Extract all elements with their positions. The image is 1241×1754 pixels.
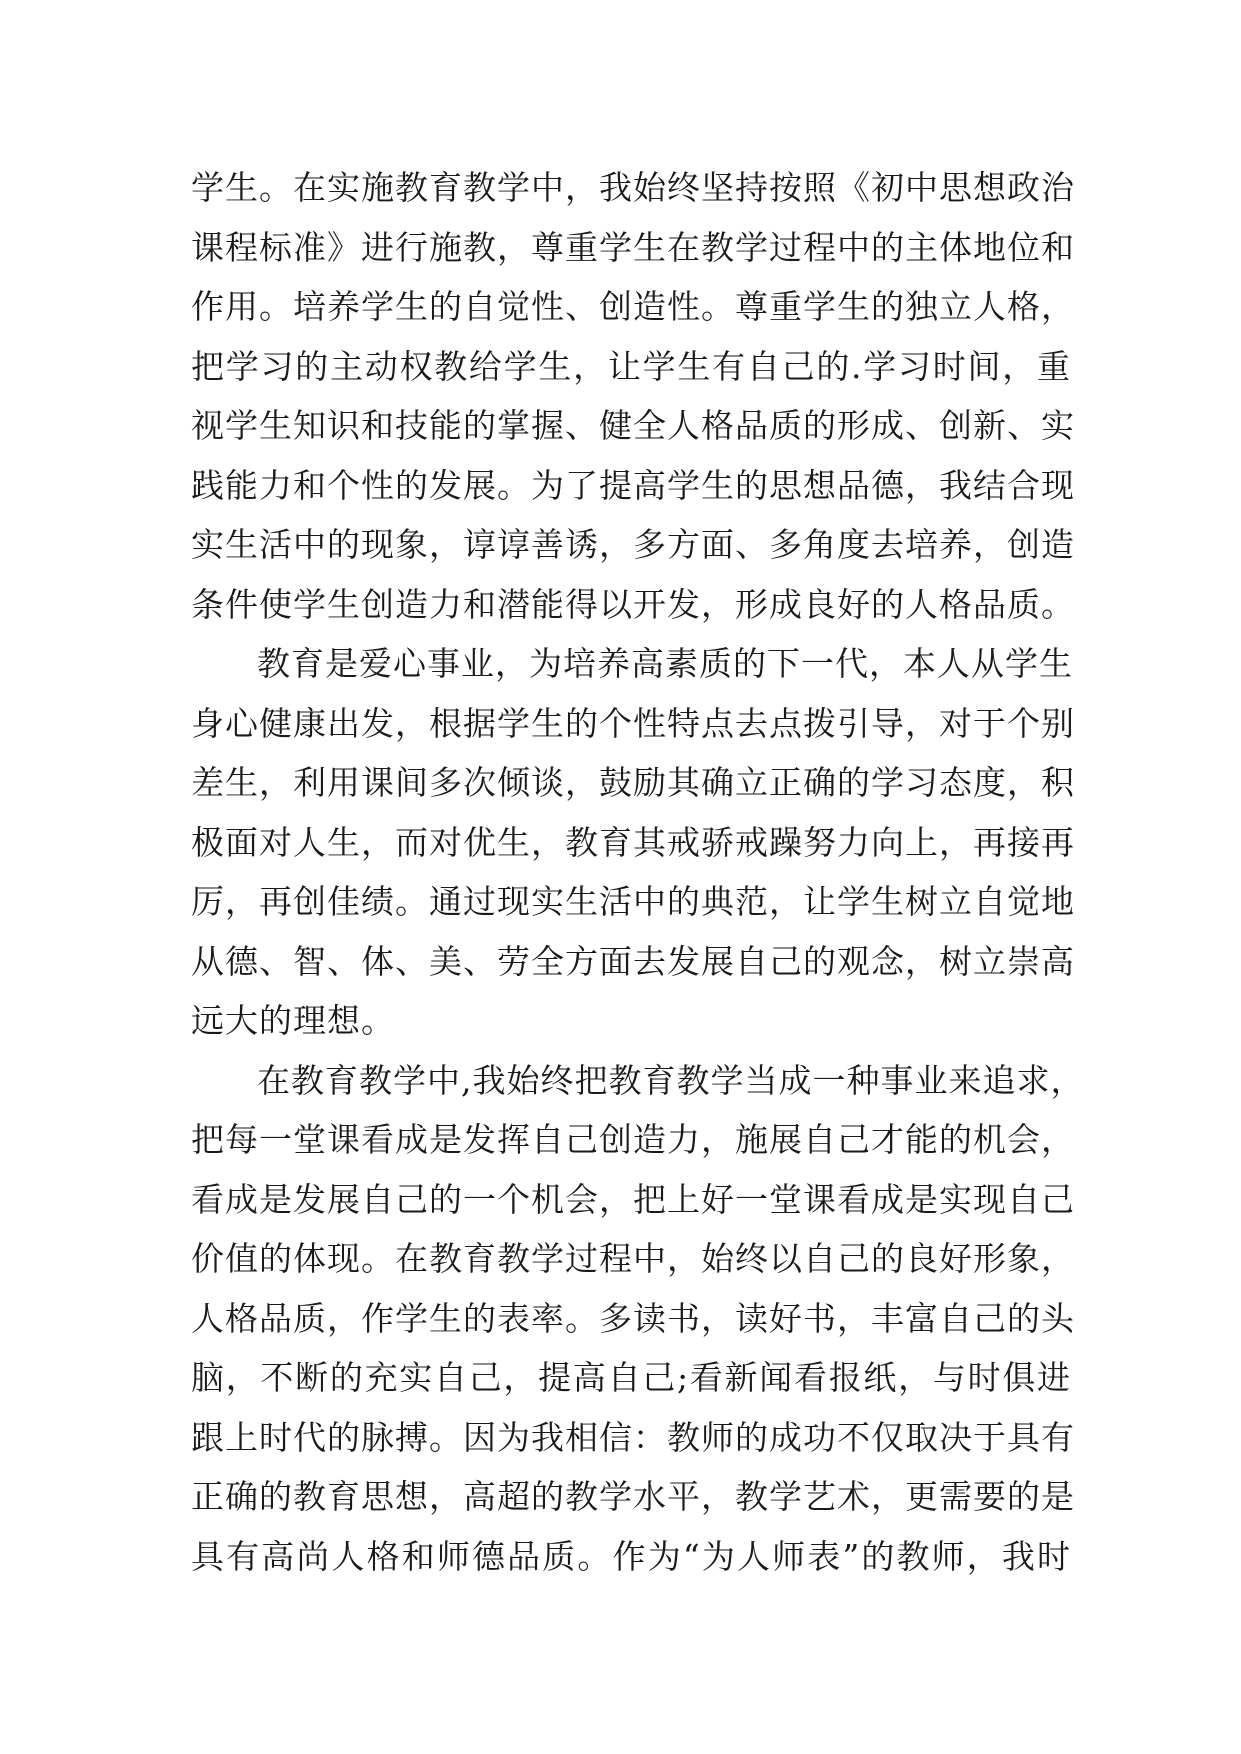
text-line: 身心健康出发，根据学生的个性特点去点拨引导，对于个别 xyxy=(191,703,1075,743)
paragraph-end-line: 远大的理想。 xyxy=(191,1001,395,1040)
text-line: 把每一堂课看成是发挥自己创造力，施展自己才能的机会， xyxy=(191,1120,1075,1159)
text-line: 价值的体现。在教育教学过程中，始终以自己的良好形象， xyxy=(191,1239,1075,1278)
text-line: 厉，再创佳绩。通过现实生活中的典范，让学生树立自觉地 xyxy=(191,882,1075,921)
text-line: 人格品质，作学生的表率。多读书，读好书，丰富自己的头 xyxy=(191,1298,1075,1338)
text-line: 具有高尚人格和师德品质。作为“为人师表”的教师，我时 xyxy=(191,1536,1071,1576)
text-line: 践能力和个性的发展。为了提高学生的思想品德，我结合现 xyxy=(191,465,1075,505)
text-line: 看成是发展自己的一个机会，把上好一堂课看成是实现自己 xyxy=(191,1179,1075,1219)
text-line: 作用。培养学生的自觉性、创造性。尊重学生的独立人格， xyxy=(191,287,1075,326)
paragraph-start-line: 在教育教学中,我始终把教育教学当成一种事业来追求， xyxy=(257,1060,1085,1100)
text-line: 正确的教育思想，高超的教学水平，教学艺术，更需要的是 xyxy=(191,1477,1075,1516)
paragraph-start-line: 教育是爱心事业，为培养高素质的下一代，本人从学生 xyxy=(257,644,1073,683)
text-line: 实生活中的现象，谆谆善诱，多方面、多角度去培养，创造 xyxy=(191,525,1075,564)
text-line: 从德、智、体、美、劳全方面去发展自己的观念，树立崇高 xyxy=(191,941,1075,981)
document-body xyxy=(191,158,1085,1586)
text-line: 跟上时代的脉搏。因为我相信：教师的成功不仅取决于具有 xyxy=(191,1417,1075,1457)
text-line: 把学习的主动权教给学生，让学生有自己的.学习时间，重 xyxy=(191,346,1071,386)
text-line: 条件使学生创造力和潜能得以开发，形成良好的人格品质。 xyxy=(191,584,1075,624)
text-line: 差生，利用课间多次倾谈，鼓励其确立正确的学习态度，积 xyxy=(191,763,1075,802)
text-line: 课程标准》进行施教，尊重学生在教学过程中的主体地位和 xyxy=(191,227,1075,267)
text-line: 脑，不断的充实自己，提高自己;看新闻看报纸，与时俱进 xyxy=(191,1358,1071,1397)
text-line: 极面对人生，而对优生，教育其戒骄戒躁努力向上，再接再 xyxy=(191,822,1075,862)
text-line: 学生。在实施教育教学中，我始终坚持按照《初中思想政治 xyxy=(191,168,1075,207)
text-line: 视学生知识和技能的掌握、健全人格品质的形成、创新、实 xyxy=(191,406,1075,445)
